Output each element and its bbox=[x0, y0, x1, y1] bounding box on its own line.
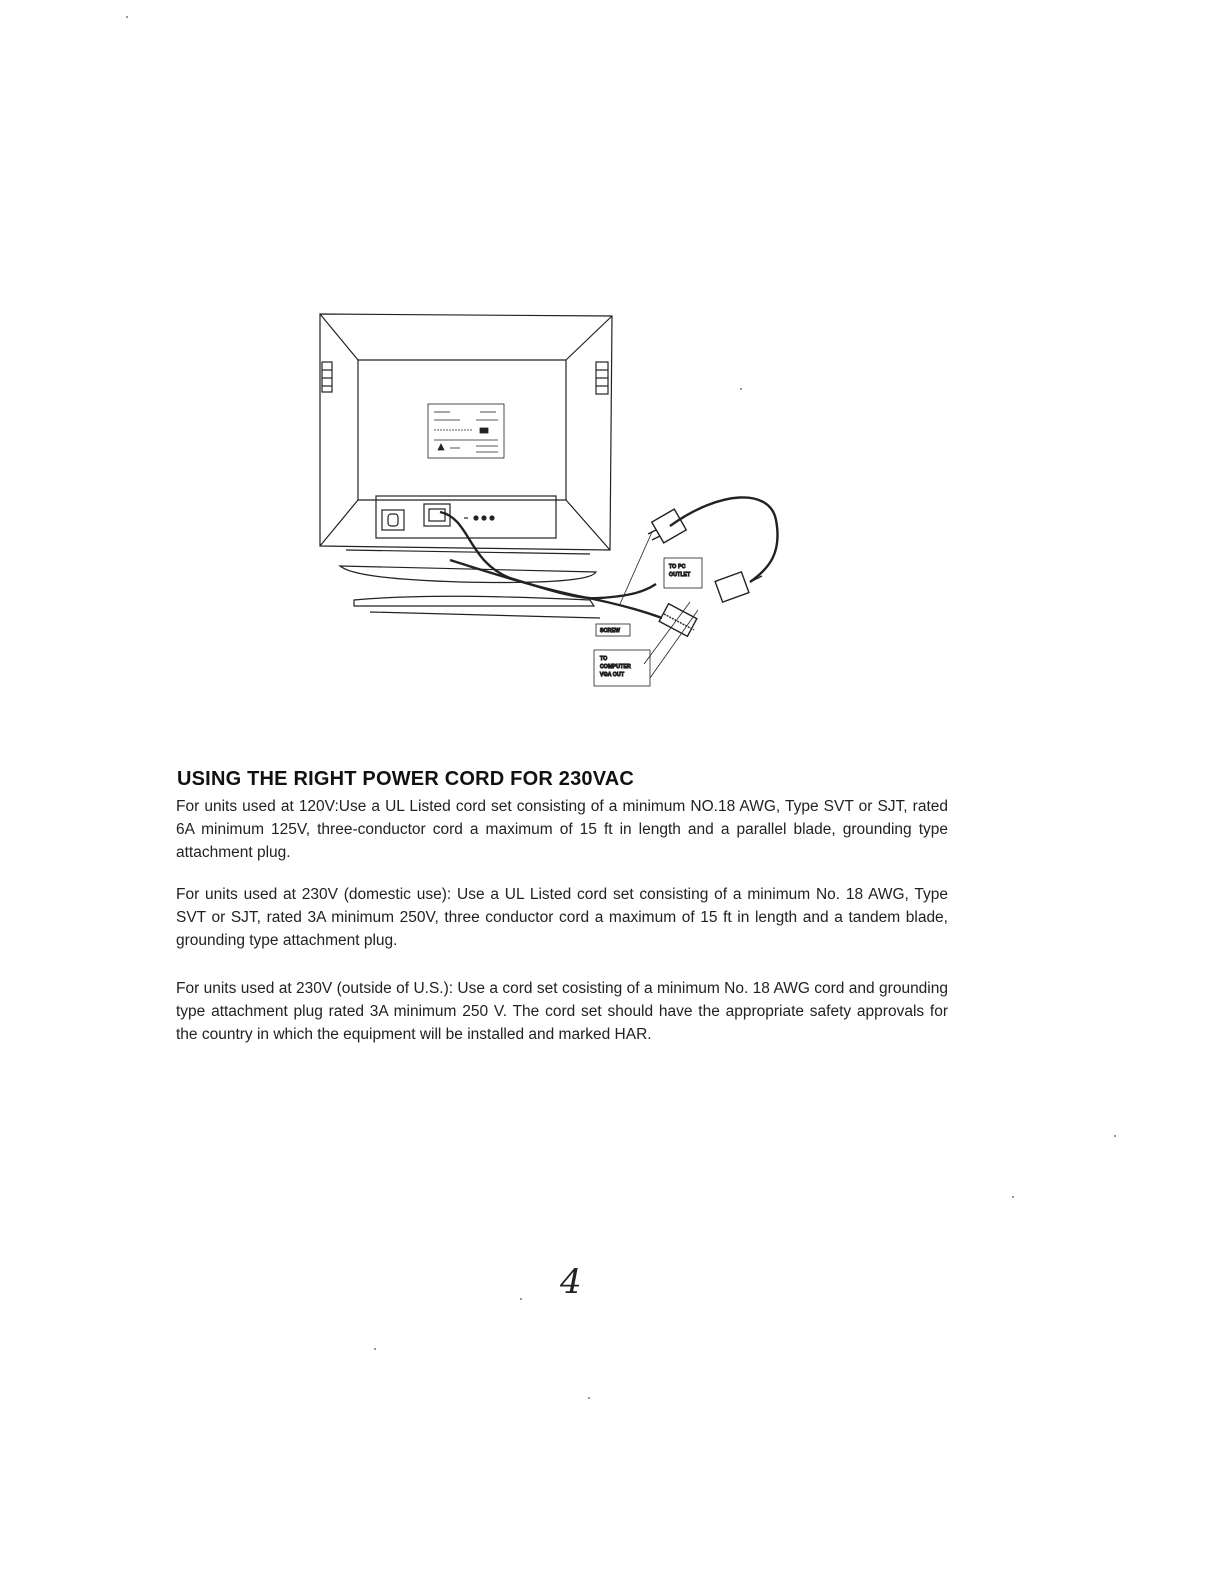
monitor-connection-diagram bbox=[300, 300, 820, 700]
callout-computer-line3: VGA OUT bbox=[600, 672, 625, 678]
page-number: 4 bbox=[560, 1262, 582, 1302]
callout-computer-line1: TO bbox=[600, 656, 608, 662]
scan-speck bbox=[1114, 1135, 1116, 1137]
paragraph-230v-domestic: For units used at 230V (domestic use): Use a UL Listed cord set consisting of a minimum No. 18 AWG, Type SVT or SJT, rated 3A minimum 250V, three conductor cord a maximum of 15 ft in length and a tandem blade, grounding type attachment plug. bbox=[176, 886, 948, 949]
power-cable bbox=[440, 512, 600, 598]
monitor-rear-frame bbox=[320, 314, 612, 550]
scan-speck bbox=[374, 1348, 376, 1350]
paragraph-230v-outside-us: For units used at 230V (outside of U.S.): Use a cord set cosisting of a minimum No. 18 AWG cord and grounding type attachment plug rated 3A minimum 250 V. The cord set should have the appropriate safety approvals for the country in which the equipment will be installed and marked HAR. bbox=[176, 980, 948, 1043]
scan-speck bbox=[520, 1298, 522, 1300]
power-connector-icon bbox=[715, 572, 762, 602]
callout-pc-outlet-line1: TO PC bbox=[669, 564, 686, 570]
scan-speck bbox=[126, 16, 128, 18]
vga-cable bbox=[450, 560, 662, 618]
connector-panel bbox=[376, 496, 556, 538]
scan-speck bbox=[740, 388, 742, 390]
callout-pc-outlet-line2: OUTLET bbox=[669, 572, 691, 578]
right-vent-icon bbox=[596, 362, 608, 394]
callout-computer-line2: COMPUTER bbox=[600, 664, 632, 670]
rating-label-icon bbox=[428, 404, 504, 458]
section-heading: USING THE RIGHT POWER CORD FOR 230VAC bbox=[177, 768, 635, 790]
power-plug-icon bbox=[648, 509, 686, 543]
monitor-rear-illustration bbox=[300, 300, 820, 700]
paragraph-120v: For units used at 120V:Use a UL Listed cord set consisting of a minimum NO.18 AWG, Type SVT or SJT, rated 6A minimum 125V, three-conductor cord a maximum of 15 ft in length and a parallel blade, grounding type attachment plug. bbox=[176, 798, 948, 861]
callout-screw-label: SCREW bbox=[600, 628, 621, 634]
scan-speck bbox=[588, 1397, 590, 1399]
left-vent-icon bbox=[322, 362, 332, 392]
scan-speck bbox=[1012, 1196, 1014, 1198]
